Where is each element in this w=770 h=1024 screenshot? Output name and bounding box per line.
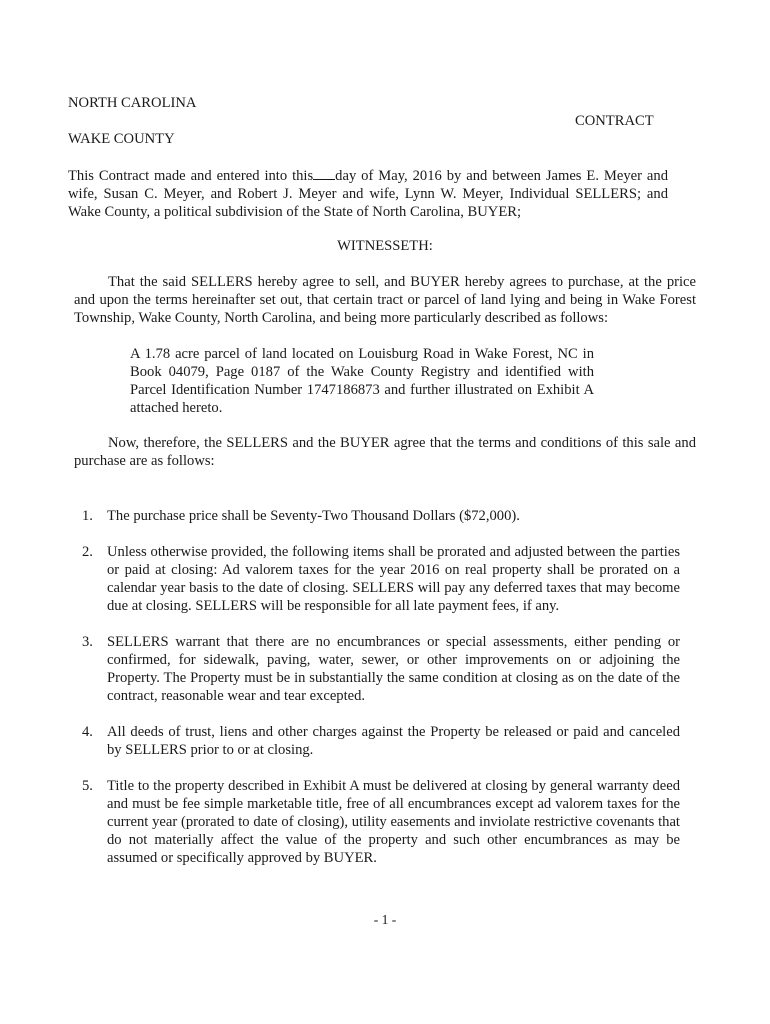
intro-text-end: day of May, 2016 by and between James E. Meyer and wife, Susan C. Meyer, and Robert J. Meyer and wife, Lynn W. Meyer, Individual SELLERS; and Wake County, a political subdivision of the State of North Carolina, BUYER;: [68, 168, 668, 220]
page-number: - 1 -: [373, 912, 397, 927]
state-heading: NORTH CAROLINA: [68, 95, 197, 111]
term-item: [78, 633, 680, 705]
date-blank-line: [313, 166, 335, 180]
now-therefore-paragraph: [74, 434, 696, 470]
witnesseth-heading: WITNESSETH:: [337, 238, 433, 254]
term-number: 5.: [82, 778, 93, 794]
term-text: SELLERS warrant that there are no encumbrances or special assessments, either pending or confirmed, for sidewalk, paving, water, sewer, or other improvements on or adjoining the Property. The Property must be in substantially the same condition at closing as on the date of the contract, reasonable wear and tear excepted.: [107, 634, 680, 704]
document-title: CONTRACT: [575, 113, 654, 129]
term-text: Unless otherwise provided, the following items shall be prorated and adjusted between the parties or paid at closing: Ad valorem taxes for the year 2016 on real property shall be prorated on a calendar year basis to the date of closing. SELLERS will pay any deferred taxes that may become due at closing. SELLERS will be responsible for all late payment fees, if any.: [107, 544, 680, 614]
agreement-paragraph: [74, 273, 696, 327]
terms-list: [78, 507, 680, 885]
term-number: 4.: [82, 724, 93, 740]
term-text: All deeds of trust, liens and other charges against the Property be released or paid and canceled by SELLERS prior to or at closing.: [107, 724, 680, 758]
term-number: 3.: [82, 634, 93, 650]
term-item: [78, 543, 680, 615]
term-item: [78, 507, 680, 525]
term-text: The purchase price shall be Seventy-Two Thousand Dollars ($72,000).: [107, 508, 520, 524]
agreement-text: That the said SELLERS hereby agree to sell, and BUYER hereby agrees to purchase, at the price and upon the terms hereinafter set out, that certain tract or parcel of land lying and being in Wake Forest Township, Wake County, North Carolina, and being more particularly described as follows:: [74, 274, 696, 326]
now-therefore-text: Now, therefore, the SELLERS and the BUYER agree that the terms and conditions of this sale and purchase are as follows:: [74, 435, 696, 469]
term-item: [78, 723, 680, 759]
parcel-description: A 1.78 acre parcel of land located on Louisburg Road in Wake Forest, NC in Book 04079, Page 0187 of the Wake County Registry and identified with Parcel Identification Number 1747186873 and further illustrated on Exhibit A attached hereto.: [130, 346, 594, 416]
intro-paragraph: [68, 166, 668, 221]
term-number: 1.: [82, 508, 93, 524]
term-number: 2.: [82, 544, 93, 560]
term-item: [78, 777, 680, 867]
county-heading: WAKE COUNTY: [68, 131, 175, 147]
term-text: Title to the property described in Exhibit A must be delivered at closing by general warranty deed and must be fee simple marketable title, free of all encumbrances except ad valorem taxes for the current year (prorated to date of closing), utility easements and inviolate restrictive covenants that do not materially affect the value of the property and such other encumbrances as may be assumed or specifically approved by BUYER.: [107, 778, 680, 866]
intro-text-start: This Contract made and entered into this: [68, 168, 314, 184]
